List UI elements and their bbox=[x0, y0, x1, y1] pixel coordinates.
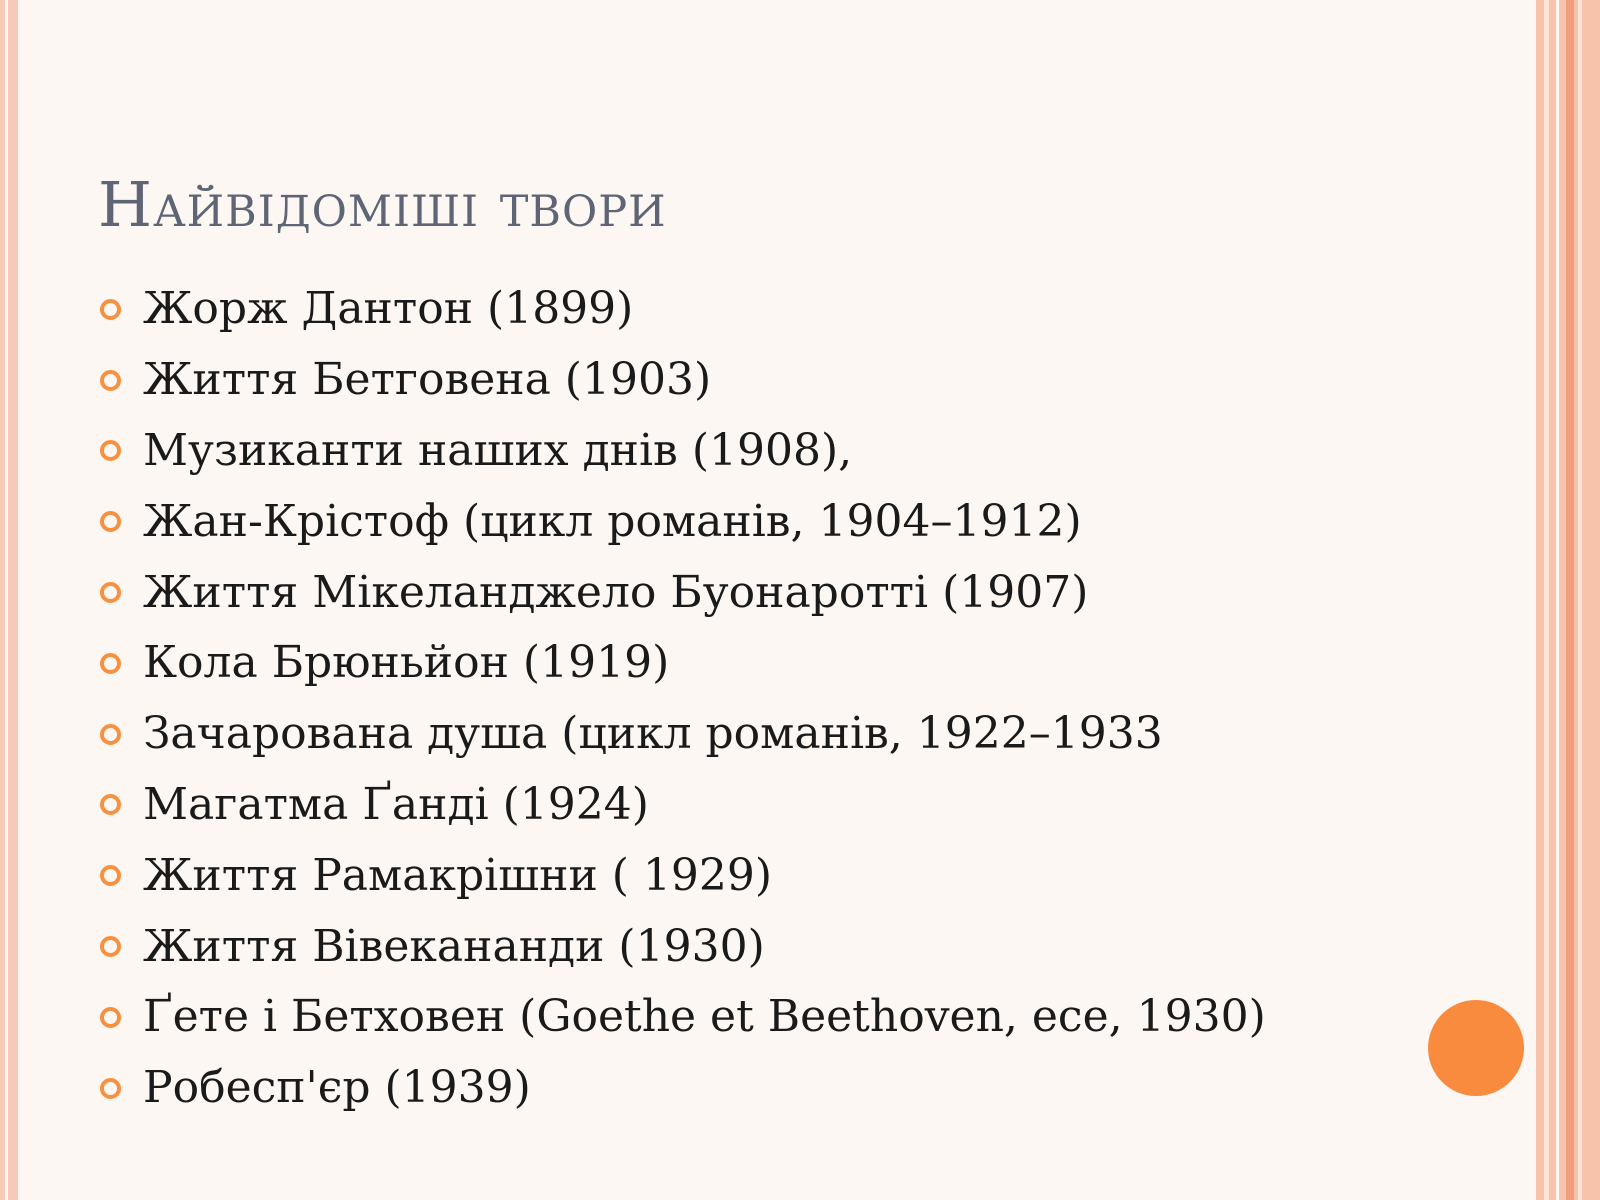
bullet-icon bbox=[100, 936, 121, 957]
list-item-text: Кола Брюньйон (1919) bbox=[143, 637, 670, 689]
bullet-icon bbox=[100, 724, 121, 745]
works-list bbox=[100, 274, 1266, 1124]
bullet-icon bbox=[100, 299, 121, 320]
list-item bbox=[100, 628, 1266, 699]
list-item bbox=[100, 416, 1266, 487]
bullet-icon bbox=[100, 865, 121, 886]
list-item bbox=[100, 274, 1266, 345]
right-border-decoration bbox=[1530, 0, 1600, 1200]
list-item bbox=[100, 699, 1266, 770]
bullet-icon bbox=[100, 1007, 121, 1028]
list-item-text: Ґете і Бетховен (Goethe et Beethoven, есе, 1930) bbox=[143, 991, 1266, 1043]
list-item-text: Життя Бетговена (1903) bbox=[143, 354, 712, 406]
list-item-text: Життя Вівекананди (1930) bbox=[143, 920, 765, 972]
bullet-icon bbox=[100, 794, 121, 815]
bullet-icon bbox=[100, 582, 121, 603]
bullet-icon bbox=[100, 440, 121, 461]
list-item-text: Жан-Крістоф (цикл романів, 1904–1912) bbox=[143, 495, 1082, 547]
list-item-text: Життя Мікеланджело Буонаротті (1907) bbox=[143, 566, 1089, 618]
slide-title: Найвідоміші твори bbox=[98, 168, 667, 241]
bullet-icon bbox=[100, 1078, 121, 1099]
list-item bbox=[100, 982, 1266, 1053]
list-item bbox=[100, 557, 1266, 628]
list-item-text: Робесп'єр (1939) bbox=[143, 1062, 531, 1114]
list-item bbox=[100, 840, 1266, 911]
list-item bbox=[100, 345, 1266, 416]
list-item bbox=[100, 770, 1266, 841]
left-border-decoration bbox=[0, 0, 18, 1200]
list-item bbox=[100, 911, 1266, 982]
list-item-text: Музиканти наших днів (1908), bbox=[143, 424, 853, 476]
bullet-icon bbox=[100, 370, 121, 391]
list-item-text: Життя Рамакрішни ( 1929) bbox=[143, 849, 773, 901]
list-item-text: Зачарована душа (цикл романів, 1922–1933 bbox=[143, 708, 1163, 760]
bullet-icon bbox=[100, 653, 121, 674]
list-item-text: Жорж Дантон (1899) bbox=[143, 283, 634, 335]
list-item-text: Магатма Ґанді (1924) bbox=[143, 778, 649, 830]
list-item bbox=[100, 486, 1266, 557]
list-item bbox=[100, 1053, 1266, 1124]
bullet-icon bbox=[100, 511, 121, 532]
decorative-circle-icon bbox=[1428, 1000, 1524, 1096]
